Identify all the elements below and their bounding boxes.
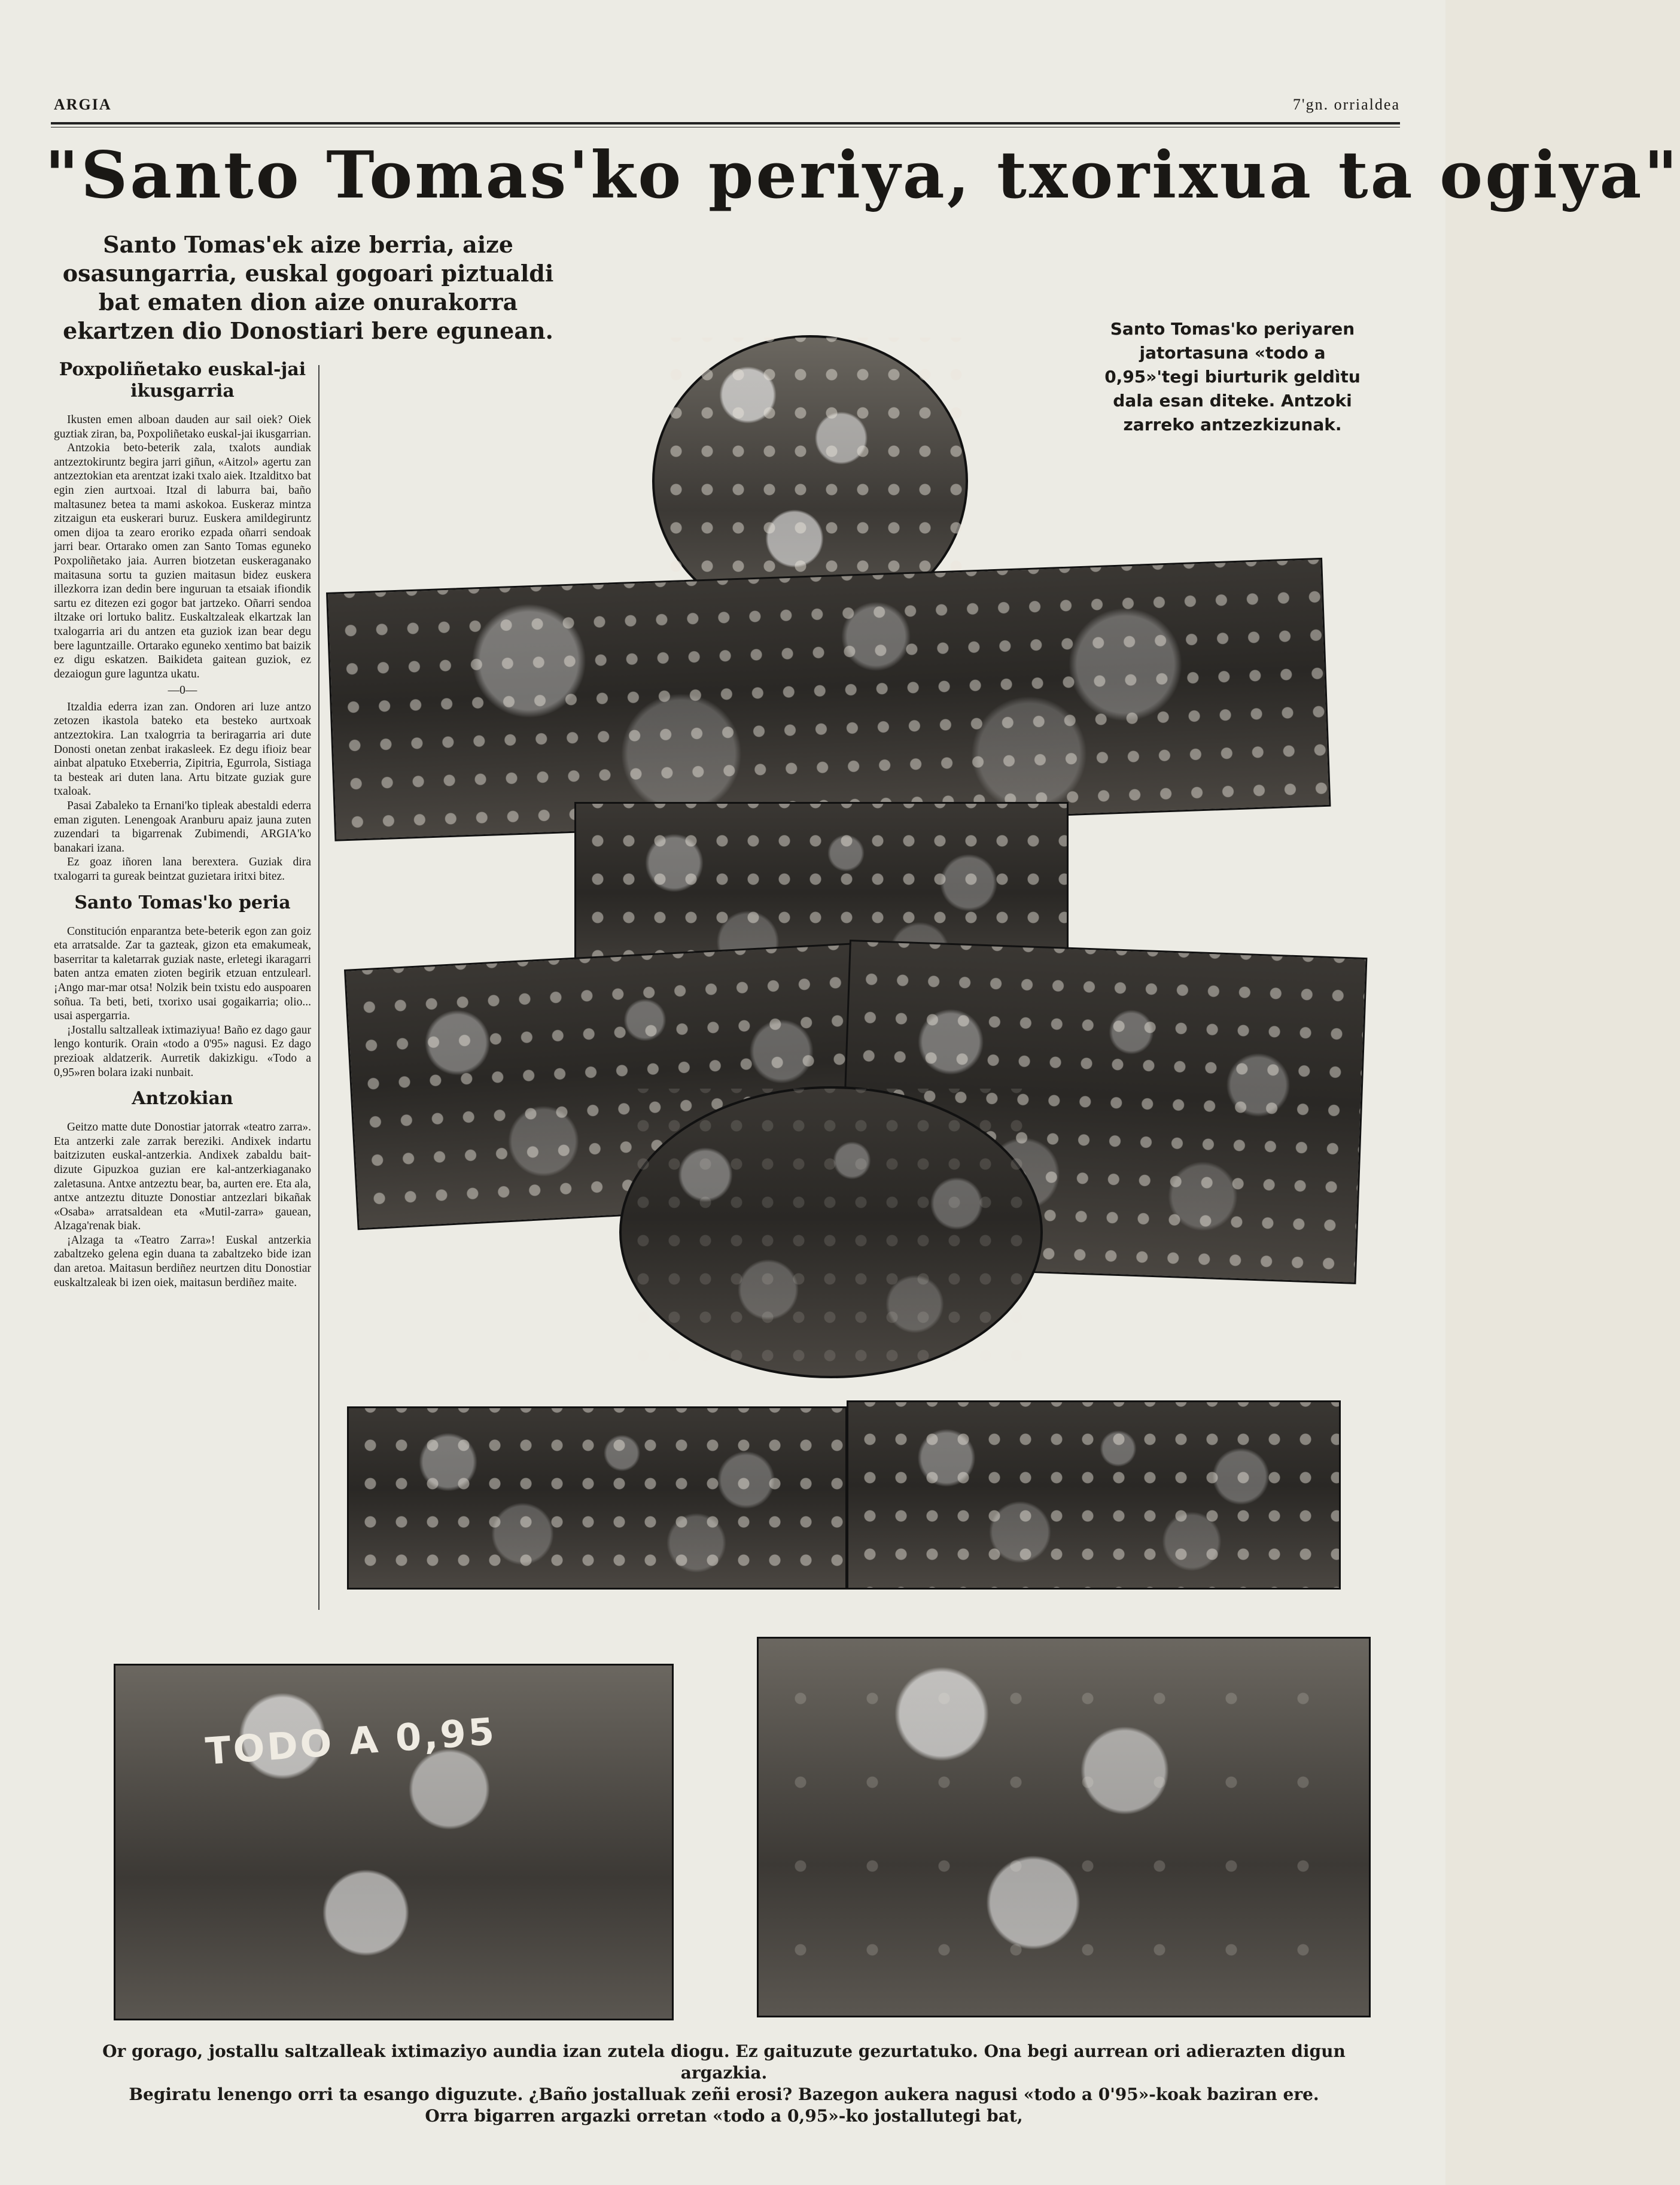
stall-sign: TODO A 0,95 <box>204 1709 498 1773</box>
children-group-bottom-right-photo <box>847 1400 1341 1590</box>
caption-line-3: Orra bigarren argazki orretan «todo a 0,95»-ko jostallutegi bat, <box>425 2106 1023 2126</box>
paragraph: Geitzo matte dute Donostiar jatorrak «teatro zarra». Eta antzerki zale zarrak bereziki. Andixek indartu baitzizuten euskal-antzerkia. Andixek zabaldu bait-dizute Gipuzkoa guzian ere kal-antzerkiaganako zaletasuna. Antxe antzeztu bear, ba, aurten ere. Eta ala, antxe antzeztu dituzte Donostiar antzezlari bikañak «Osaba» arratsaldean eta «Mutil-zarra» gauean, Alzaga'renak biak. <box>54 1121 311 1233</box>
market-crowd-photo <box>757 1637 1371 2017</box>
stage-piano-oval-photo <box>619 1086 1043 1378</box>
section-title-poxpolinetako: Poxpoliñetako euskal-jai ikusgarria <box>59 359 306 402</box>
children-group-wide-photo <box>326 558 1331 841</box>
section-title-antzokian: Antzokian <box>132 1088 233 1110</box>
paragraph: Ez goaz iñoren lana berextera. Guziak dira txalogarri ta gureak beintzat guzietara iritxi bitez. <box>54 856 311 883</box>
paragraph: Itzaldia ederra izan zan. Ondoren ari luze antzo zetozen ikastola bateko eta besteko aurtxoak antzeztokira. Lan txalogrria ta beriragarria ari dute Donosti onetan zenbat irakasleek. Ez degu ifioiz bear ainbat alpatuko Etxeberria, Zipitria, Egurrola, Sistiaga ta besteak ari duten lana. Artu bitzate guziak gure txaloak. <box>54 700 311 798</box>
children-group-bottom-left-photo <box>347 1406 847 1590</box>
column-rule <box>318 365 319 1610</box>
running-head <box>54 96 1400 120</box>
caption-line-1: Or gorago, jostallu saltzalleak ixtimaziyo aundia izan zutela diogu. Ez gaituzute gezurtatuko. Ona begi aurrean ori adierazten digun argazkia. <box>102 2041 1346 2083</box>
right-caption: Santo Tomas'ko periyaren jatortasuna «todo a 0,95»'tegi biurturik geldìtu dala esan diteke. Antzoki zarreko antzezkizunak. <box>1104 319 1361 434</box>
header-rule <box>51 122 1400 124</box>
paragraph: ¡Alzaga ta «Teatro Zarra»! Euskal antzerkia zabaltzeko gelena egin duana ta zabaltzeko bide izan dan aretoa. Maitasun berdiñez neurtzen ditu Donostiar euskaltzaleak bi izen oiek, maitasun berdiñez maite. <box>54 1233 311 1289</box>
headline: "Santo Tomas'ko periya, txorixua ta ogiya" <box>45 138 1680 213</box>
separator: —0— <box>168 684 197 697</box>
caption-line-2: Begiratu lenengo orri ta esango diguzute. ¿Baño jostalluak zeñi erosi? Bazegon aukera nagusi «todo a 0'95»-koak baziran ere. <box>129 2084 1319 2104</box>
paragraph: ¡Jostallu saltzalleak ixtimaziyua! Baño ez dago gaur lengo konturik. Orain «todo a 0'95» nagusi. Ez dago prezioak aldatzerik. Aurretik dakizkigu. «Todo a 0,95»ren bolara izaki nunbait. <box>54 1023 311 1079</box>
bottom-caption <box>72 2041 1376 2127</box>
deck-subhead: Santo Tomas'ek aize berria, aize osasungarria, euskal gogoari piztualdi bat ematen dion aize onurakorra ekartzen dio Donostiari bere egunean. <box>62 231 554 344</box>
market-stall-photo <box>114 1664 674 2020</box>
masthead-name: ARGIA <box>54 96 112 113</box>
paragraph: Constitución enparantza bete-beterik egon zan goiz eta arratsalde. Zar ta gazteak, gizon eta emakumeak, baserritar ta kaletarrak guziak naste, erletegi ikaragarri baten antza ematen zioten begirik etzuan entzulearl. ¡Ango mar-mar otsa! Nolzik bein txistu edo auspoaren soñua. Ta beti, beti, txorixo usai gogaikarria; olio... usai aspergarria. <box>54 925 311 1023</box>
paragraph: Ikusten emen alboan dauden aur sail oiek? Oiek guztiak ziran, ba, Poxpoliñetako euskal-jai ikusgarrian. <box>54 414 311 440</box>
paragraph: Pasai Zabaleko ta Ernani'ko tipleak abestaldi ederra eman ziguten. Lenengoak Aranburu apaiz jauna zuten zuzendari ta bigarrenak Zubimendi, ARGIA'ko banakari izana. <box>54 800 311 855</box>
article-column <box>54 359 311 1610</box>
section-title-peria: Santo Tomas'ko peria <box>74 892 291 913</box>
paragraph: Antzokia beto-beterik zala, txalots aundiak antzeztokiruntz begira jarri giñun, «Aitzol» agertu zan antzeztokian eta arentzat izaki txalo aiek. Itzalditxo bat egin zien aurtxoai. Itzal di laburra bai, baño maltasunez betea ta mami askokoa. Euskeraz mintza zitzaigun eta euskerari buruz. Euskera amildegiruntz omen dijoa ta zearo eroriko ezpada oñarri sendoak jarri bear. Ortarako omen zan Santo Tomas eguneko Poxpoliñetako jaia. Aurren biotzetan euskeraganako maitasuna sortu ta guzien maitasun bidez euskera illezkorra izan dedin bere inguruan ta etsaiak ifiondik sartu ez ditezen ezi gogor bat jartzeko. Oñarri sendoa iltzake ori lortuko balitz. Euskaltzaleak elkartzak lan txalogarria ari du antzen eta guziok izan bear degu bere laguntzaille. Ortarako eguneko xentimo bat baizik ez digu eskatzen. Baikideta gaitean guziok, ez dezaiogun gure laguntza ukatu. <box>54 442 311 680</box>
page-number: 7'gn. orrialdea <box>1292 96 1400 113</box>
